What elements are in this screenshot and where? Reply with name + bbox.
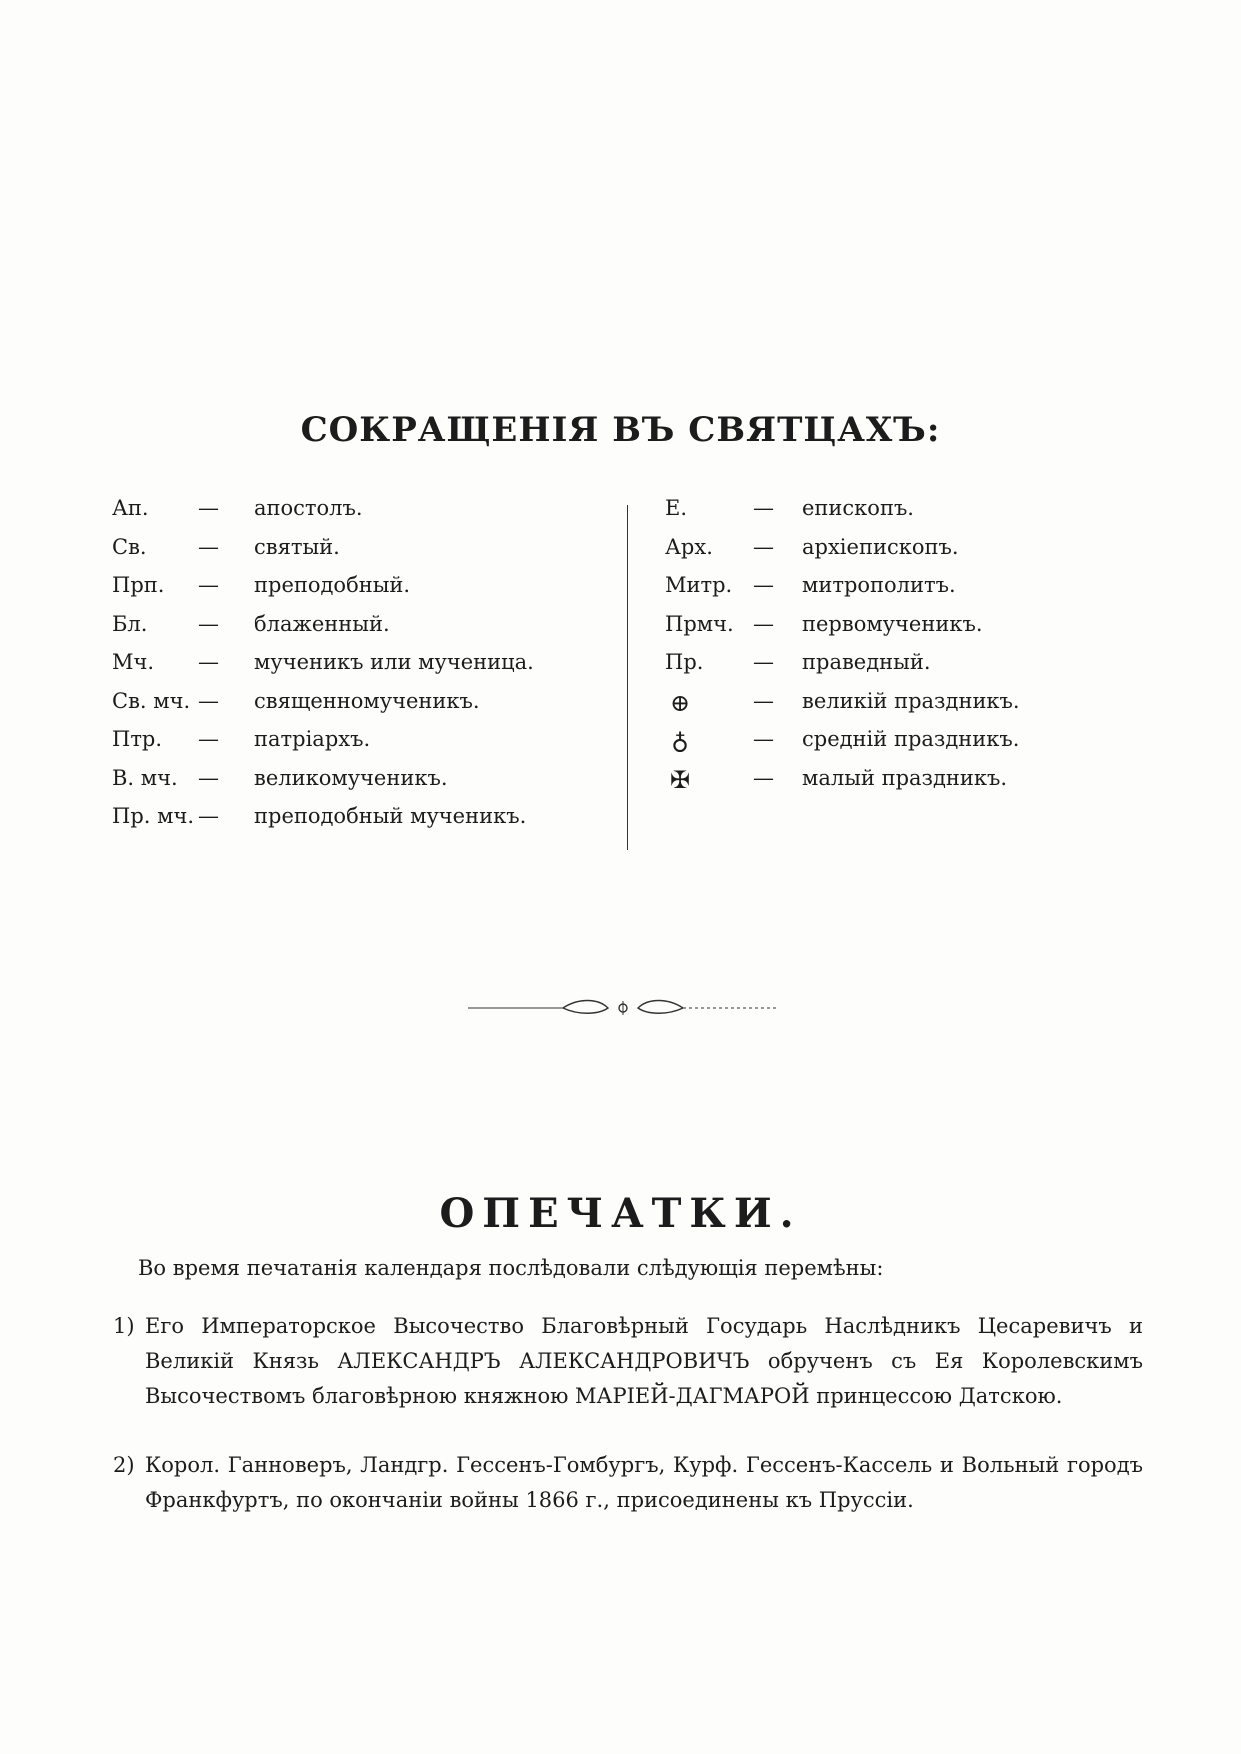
dash: — [198,534,219,559]
abbreviation: Мч. [112,650,155,674]
abbreviation-row [665,689,1105,728]
dash: — [753,650,774,674]
abbreviation-meaning: митрополитъ. [802,573,956,597]
abbreviation-meaning: праведный. [802,650,931,674]
abbreviation-row [112,535,632,574]
dash: — [198,688,219,713]
abbreviation: Митр. [665,573,733,597]
errata-title: ОПЕЧАТКИ. [439,1190,802,1237]
abbreviation-row [665,727,1105,766]
abbreviation: Св. мч. [112,688,191,713]
great-feast-icon: ⊕ [669,688,691,717]
abbreviation: Св. [112,534,147,559]
dash: — [198,611,219,636]
abbreviation-meaning: святый. [254,534,340,559]
dash: — [753,688,774,713]
dash: — [198,765,219,790]
abbreviation-meaning: великомученикъ. [254,765,448,790]
abbreviation-row [112,689,632,728]
abbreviation-row [665,766,1105,805]
abbreviation-meaning: преподобный. [254,573,411,597]
abbreviation-row [112,804,632,843]
errata-item [113,1448,1143,1518]
abbreviation-meaning: священномученикъ. [254,688,480,713]
middle-feast-icon: ♁ [671,727,689,755]
errata-item-text: Его Императорское Высочество Благовѣрный Государь Наслѣдникъ Цесаревичъ и Великій Князь АЛЕКСАНДРЪ АЛЕКСАНДРОВИЧЪ обрученъ съ Ея Королевскимъ Высочествомъ благовѣрною княжною МАРІЕЙ-ДАГМАРОЙ принцессою Датскою. [145,1314,1143,1408]
abbreviation-row [112,650,632,689]
abbreviations-title: СОКРАЩЕНІЯ ВЪ СВЯТЦАХЪ: [300,410,941,450]
dash: — [198,573,219,597]
abbreviation-row [112,612,632,651]
abbreviation-row [665,496,1105,535]
abbreviation-meaning: патріархъ. [254,727,371,751]
abbreviation-row [665,535,1105,574]
abbreviation-meaning: апостолъ. [254,496,363,520]
dash: — [198,727,219,751]
dash: — [753,534,774,559]
abbreviation: Прп. [112,573,165,597]
abbreviation-meaning: первомученикъ. [802,611,983,636]
dash: — [198,496,219,520]
abbreviation-row [112,766,632,805]
abbreviation: Пр. мч. [112,804,195,828]
errata-item-text: Корол. Ганноверъ, Ландгр. Гессенъ-Гомбургъ, Курф. Гессенъ-Кассель и Вольный городъ Франкфуртъ, по окончаніи войны 1866 г., присоединены къ Пруссіи. [145,1453,1143,1512]
abbreviation-row [112,496,632,535]
abbreviation-meaning: средній праздникъ. [802,727,1020,751]
dash: — [753,496,774,520]
abbreviation-row [112,727,632,766]
abbreviation: Ап. [112,496,149,520]
abbreviation-meaning: блаженный. [254,611,390,636]
abbreviation: Е. [665,496,688,520]
dash: — [753,727,774,751]
abbreviation: Птр. [112,727,163,751]
abbreviation: Арх. [665,534,713,559]
abbreviation-meaning: преподобный мученикъ. [254,804,527,828]
errata-item [113,1309,1143,1414]
abbreviation: Пр. [665,650,704,674]
abbreviation-row [665,650,1105,689]
abbreviation-meaning: архіепископъ. [802,534,959,559]
errata-item-number: 2) [113,1453,135,1477]
abbreviation-meaning: великій праздникъ. [802,688,1020,713]
dash: — [753,573,774,597]
abbreviation-meaning: малый праздникъ. [802,765,1008,790]
column-divider [627,505,628,850]
dash: — [753,765,774,790]
abbreviation: В. мч. [112,765,178,790]
abbreviations-right-column [665,496,1105,804]
abbreviation-row [112,573,632,612]
abbreviation-row [665,573,1105,612]
abbreviation-meaning: мученикъ или мученица. [254,650,534,674]
minor-feast-icon: ✠ [669,765,691,794]
abbreviation-meaning: епископъ. [802,496,914,520]
errata-item-number: 1) [113,1314,135,1338]
ornament-divider-icon [468,993,778,1023]
abbreviations-left-column [112,496,632,843]
dash: — [753,611,774,636]
dash: — [198,650,219,674]
abbreviation-row [665,612,1105,651]
errata-intro: Во время печатанія календаря послѣдовали слѣдующія перемѣны: [138,1256,884,1280]
dash: — [198,804,219,828]
abbreviation: Прмч. [665,611,734,636]
abbreviation: Бл. [112,611,148,636]
